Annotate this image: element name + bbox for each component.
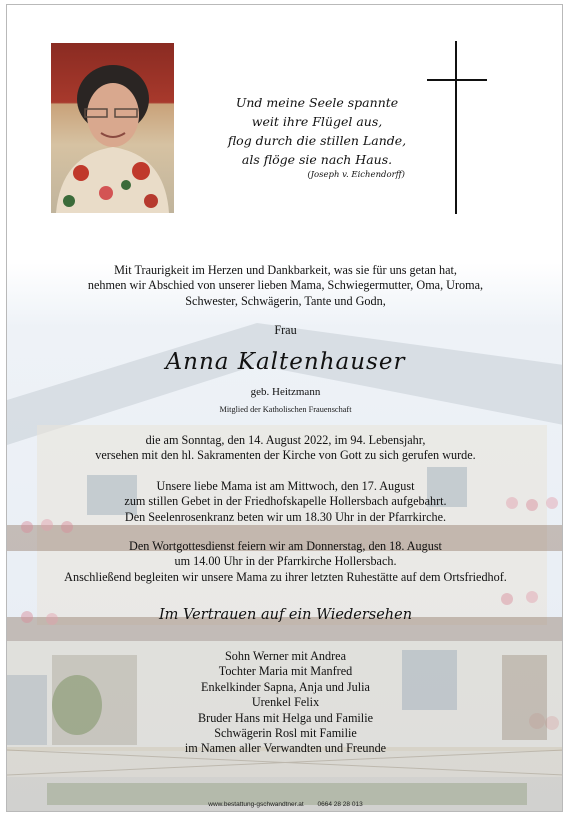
- footer: [7, 801, 563, 808]
- laying-out-line: Den Seelenrosenkranz beten wir um 18.30 Uhr in der Pfarrkirche.: [124, 509, 447, 524]
- intro-text: [7, 263, 563, 309]
- death-notice-line: die am Sonntag, den 14. August 2022, im 94. Lebensjahr,: [145, 433, 426, 447]
- membership: Mitglied der Katholischen Frauenschaft: [219, 405, 352, 414]
- mourner-line: Schwägerin Rosl mit Familie: [214, 726, 357, 741]
- mourners-list: [7, 649, 563, 757]
- maiden-name: geb. Heitzmann: [250, 386, 321, 398]
- laying-out-line: zum stillen Gebet in der Friedhofskapelle Hollersbach aufgebahrt.: [124, 494, 447, 509]
- portrait-photo: [51, 43, 174, 213]
- deceased-name: Anna Kaltenhauser: [165, 349, 406, 375]
- funeral-line: Den Wortgottesdienst feiern wir am Donnerstag, den 18. August: [129, 539, 442, 553]
- funeral-line: um 14.00 Uhr in der Pfarrkirche Hollersbach.: [174, 554, 397, 569]
- poem-line: flog durch die stillen Lande,: [227, 133, 407, 148]
- laying-out-line: Unsere liebe Mama ist am Mittwoch, den 17. August: [156, 479, 415, 493]
- death-notice: [7, 433, 563, 464]
- footer-website[interactable]: www.bestattung-gschwandtner.at: [208, 801, 304, 808]
- poem-line: weit ihre Flügel aus,: [251, 114, 383, 129]
- cross-icon-bar: [427, 79, 487, 81]
- poem-author: (Joseph v. Eichendorff): [307, 170, 405, 180]
- laying-out-notice: [7, 479, 563, 525]
- salutation: Frau: [274, 323, 297, 337]
- cross-icon: [455, 41, 457, 214]
- mourner-line: Sohn Werner mit Andrea: [225, 649, 346, 663]
- poem: [207, 93, 427, 181]
- motto: Im Vertrauen auf ein Wiedersehen: [158, 607, 413, 623]
- obituary-card: [6, 4, 563, 812]
- mourner-line: Urenkel Felix: [251, 695, 320, 710]
- poem-line: als flöge sie nach Haus.: [241, 152, 393, 167]
- funeral-notice: [7, 539, 563, 585]
- mourner-line: Bruder Hans mit Helga und Familie: [198, 710, 373, 725]
- poem-line: Und meine Seele spannte: [235, 95, 399, 110]
- mourner-line: im Namen aller Verwandten und Freunde: [184, 741, 387, 756]
- death-notice-line: versehen mit den hl. Sakramenten der Kirche von Gott zu sich gerufen wurde.: [95, 448, 476, 463]
- intro-line: Schwester, Schwägerin, Tante und Godn,: [185, 293, 386, 308]
- mourner-line: Tochter Maria mit Manfred: [218, 664, 353, 679]
- intro-line: nehmen wir Abschied von unserer lieben Mama, Schwiegermutter, Oma, Uroma,: [87, 278, 484, 293]
- mourner-line: Enkelkinder Sapna, Anja und Julia: [201, 679, 370, 694]
- intro-line: Mit Traurigkeit im Herzen und Dankbarkeit, was sie für uns getan hat,: [114, 263, 457, 277]
- footer-phone[interactable]: 0664 28 28 013: [317, 801, 363, 808]
- funeral-line: Anschließend begleiten wir unsere Mama zu ihrer letzten Ruhestätte auf dem Ortsfriedhof.: [64, 569, 507, 584]
